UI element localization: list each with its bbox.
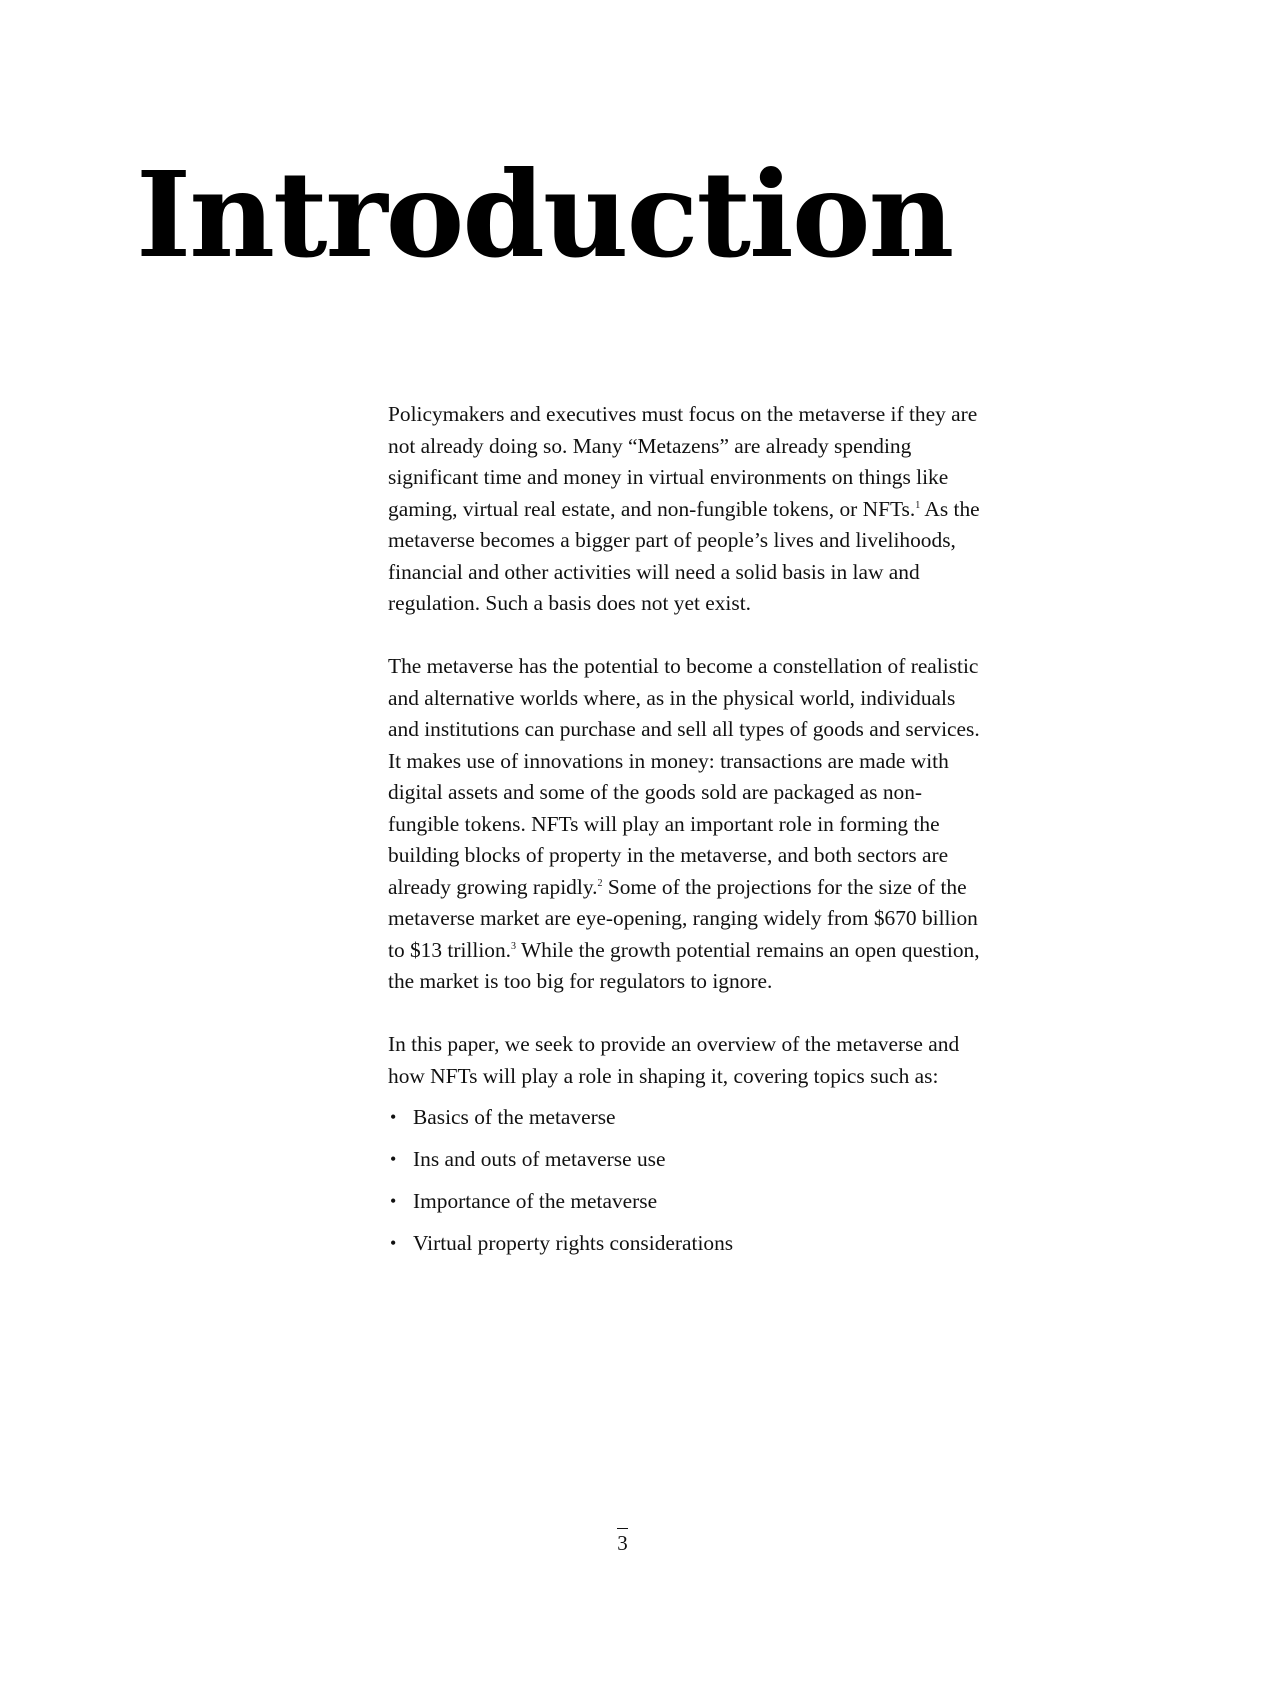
footnote-ref-1: 1 <box>915 499 921 511</box>
bullet-icon: • <box>390 1107 397 1127</box>
body-text <box>388 399 988 1270</box>
footnote-ref-3: 3 <box>511 940 516 952</box>
paragraph-1 <box>388 399 988 620</box>
paragraph-2-part-b: Some of the projections for the size of the metaverse market are eye-opening, ranging widely from $670 billion to $13 trillion. <box>388 874 978 962</box>
paragraph-2-part-c: While the growth potential remains an open question, the market is too big for regulators to ignore. <box>388 937 980 993</box>
list-item <box>388 1228 988 1260</box>
paragraph-1-part-b: As the metaverse becomes a bigger part of people’s lives and livelihoods, financial and other activities will need a solid basis in law and regulation. Such a basis does not yet exist. <box>388 496 980 615</box>
list-item-label: Basics of the metaverse <box>413 1105 616 1129</box>
bullet-icon: • <box>390 1149 397 1169</box>
page-number-value: 3 <box>617 1528 628 1555</box>
bullet-icon: • <box>390 1191 397 1211</box>
paragraph-2-part-a: The metaverse has the potential to become a constellation of realistic and alternative worlds where, as in the physical world, individuals and institutions can purchase and sell all types of goods and services. It makes use of innovations in money: transactions are made with digital assets and some of the goods sold are packaged as non-fungible tokens. NFTs will play an important role in forming the building blocks of property in the metaverse, and both sectors are already growing rapidly. <box>388 654 980 899</box>
paragraph-3: In this paper, we seek to provide an overview of the metaverse and how NFTs will play a role in shaping it, covering topics such as: <box>388 1032 960 1088</box>
list-item-label: Importance of the metaverse <box>413 1189 658 1213</box>
page-number <box>0 1528 1245 1555</box>
footnote-ref-2: 2 <box>597 877 603 889</box>
list-item <box>388 1186 988 1218</box>
topic-list <box>388 1102 988 1260</box>
paragraph-2 <box>388 651 988 998</box>
list-item <box>388 1144 988 1176</box>
bullet-icon: • <box>390 1233 397 1253</box>
paragraph-1-part-a: Policymakers and executives must focus on the metaverse if they are not already doing so. Many “Metazens” are already spending significant time and money in virtual environments on things like gaming, virtual real estate, and non-fungible tokens, or NFTs. <box>388 402 978 521</box>
page-title: Introduction <box>136 145 953 284</box>
list-item-label: Ins and outs of metaverse use <box>413 1147 666 1171</box>
list-item <box>388 1102 988 1134</box>
list-item-label: Virtual property rights considerations <box>413 1231 734 1255</box>
